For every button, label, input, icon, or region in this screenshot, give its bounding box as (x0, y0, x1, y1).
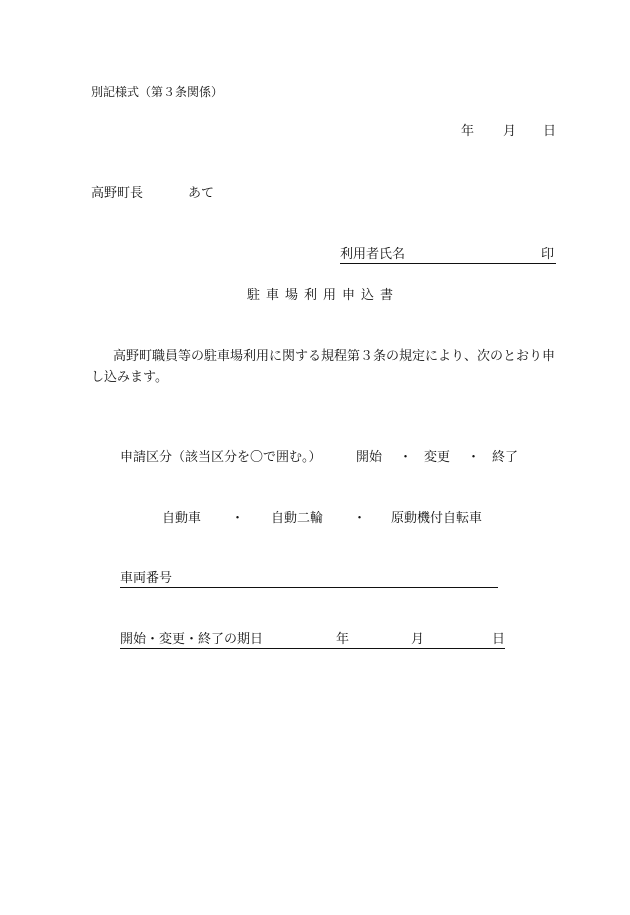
addressee-suffix: あて (188, 186, 215, 201)
vehicle-option-motorcycle: 自動二輪 (271, 511, 324, 526)
application-option-end: 終了 (492, 450, 519, 465)
vehicle-number-underline (120, 587, 498, 588)
vehicle-number-label: 車両番号 (120, 571, 173, 586)
period-underline (120, 648, 505, 649)
period-label: 開始・変更・終了の期日 (120, 632, 264, 647)
vehicle-option-car: 自動車 (162, 511, 202, 526)
body-paragraph: 高野町職員等の駐車場利用に関する規程第３条の規定により、次のとおり申し込みます。 (91, 349, 556, 385)
applicant-name-label: 利用者氏名 (340, 247, 406, 262)
application-separator-1: ・ (399, 450, 413, 465)
application-option-change: 変更 (424, 450, 451, 465)
date-month-label: 月 (503, 124, 517, 139)
applicant-seal-label: 印 (541, 247, 555, 262)
addressee-name: 高野町長 (91, 186, 144, 201)
applicant-name-underline (340, 263, 556, 264)
application-separator-2: ・ (467, 450, 481, 465)
date-day-label: 日 (543, 124, 557, 139)
vehicle-option-moped: 原動機付自転車 (391, 511, 483, 526)
vehicle-separator-1: ・ (231, 511, 245, 526)
application-option-start: 開始 (356, 450, 383, 465)
period-day-label: 日 (492, 632, 506, 647)
period-month-label: 月 (411, 632, 425, 647)
period-year-label: 年 (336, 632, 350, 647)
document-title: 駐車場利用申込書 (247, 288, 400, 303)
form-header: 別記様式（第３条関係） (91, 85, 224, 99)
application-type-label: 申請区分（該当区分を〇で囲む。） (120, 450, 322, 465)
date-year-label: 年 (461, 124, 475, 139)
vehicle-separator-2: ・ (353, 511, 367, 526)
